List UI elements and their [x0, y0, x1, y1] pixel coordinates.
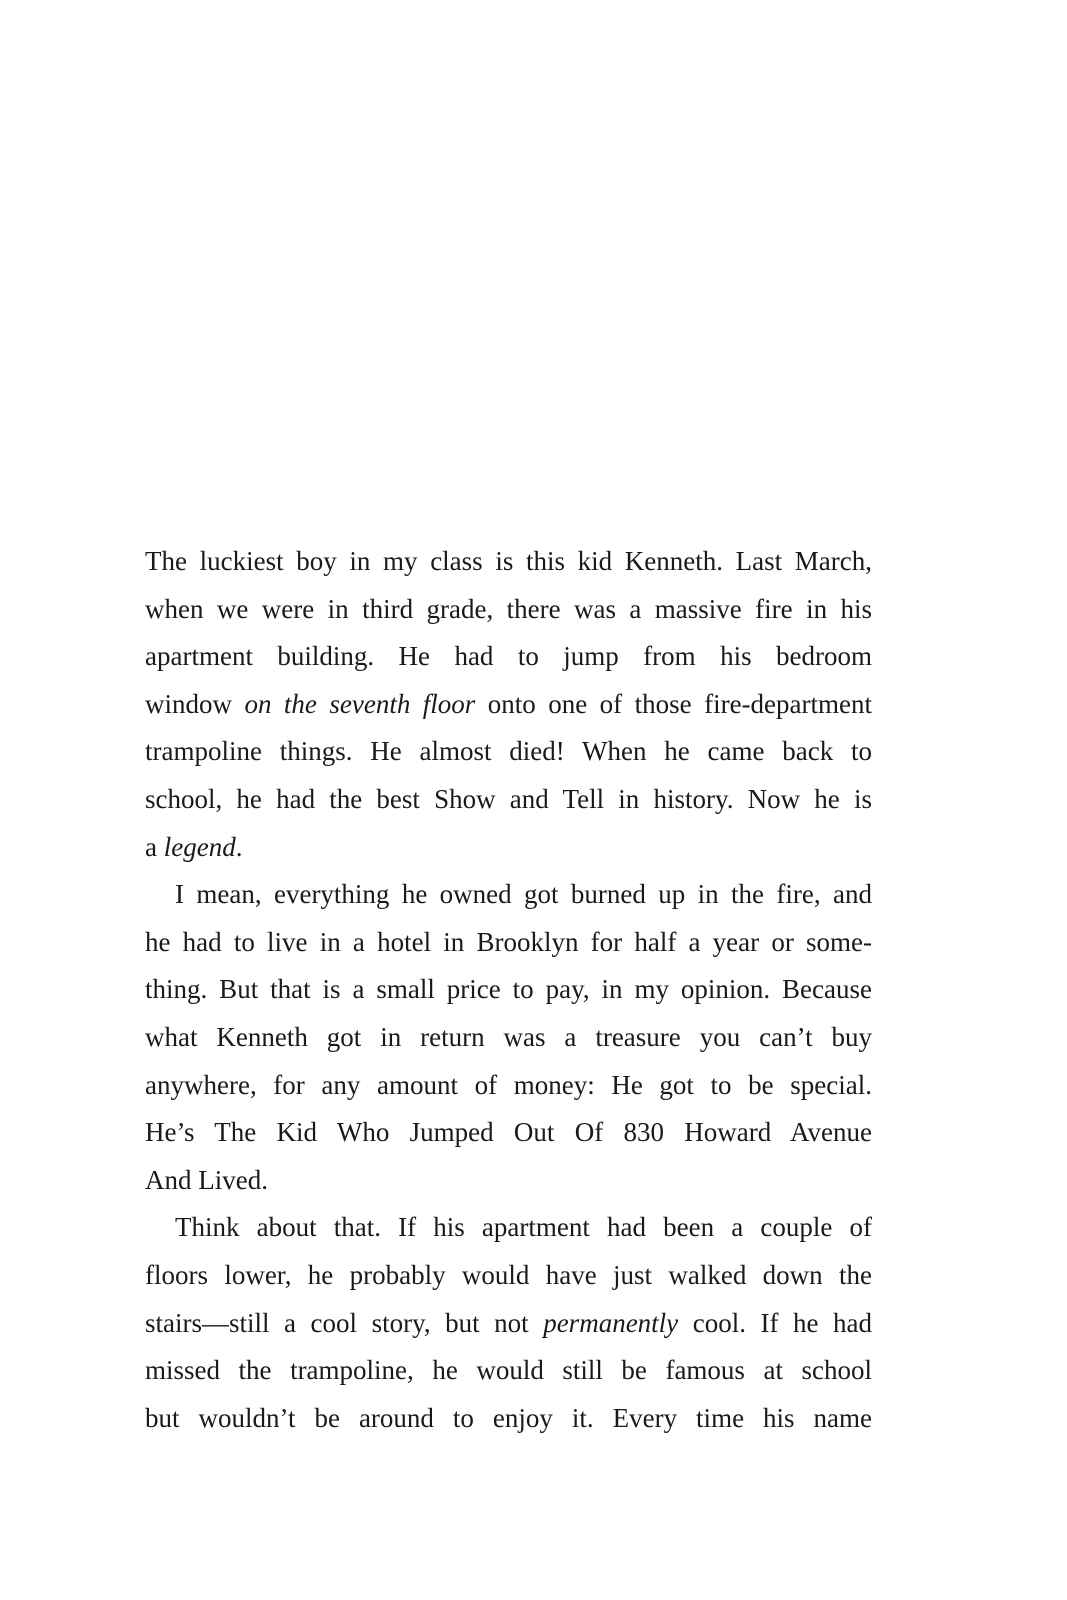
- text-line: Think about that. If his apartment had been a couple of: [175, 1212, 872, 1243]
- text-line: [145, 824, 872, 872]
- body-text: [145, 538, 872, 1442]
- text-run: cool. If he had: [678, 1307, 872, 1338]
- text-run: .: [235, 831, 243, 862]
- text-line: He’s The Kid Who Jumped Out Of 830 Howard Avenue: [145, 1117, 872, 1148]
- paragraph-3: [145, 1204, 872, 1442]
- paragraph-1: [145, 538, 872, 871]
- text-line: The luckiest boy in my class is this kid Kenneth. Last March,: [145, 546, 872, 576]
- text-line: thing. But that is a small price to pay, in my opinion. Because: [145, 974, 872, 1005]
- text-line: I mean, everything he owned got burned up in the fire, and: [175, 879, 872, 910]
- paragraph-2: [145, 871, 872, 1204]
- text-line: anywhere, for any amount of money: He got to be special.: [145, 1069, 872, 1100]
- text-line: [145, 1300, 872, 1348]
- text-line: trampoline things. He almost died! When he came back to: [145, 736, 872, 767]
- text-run: a: [145, 831, 164, 862]
- text-line: floors lower, he probably would have just walked down the: [145, 1259, 872, 1290]
- text-line: what Kenneth got in return was a treasure you can’t buy: [145, 1021, 872, 1052]
- text-run: onto one of those fire-department: [475, 688, 872, 719]
- text-line: apartment building. He had to jump from his bedroom: [145, 641, 872, 672]
- text-run: window: [145, 688, 245, 719]
- italic-text: on the seventh floor: [244, 688, 476, 719]
- text-run: stairs—still a cool story, but not: [145, 1307, 544, 1338]
- italic-text: legend: [163, 831, 236, 862]
- text-line: missed the trampoline, he would still be famous at school: [145, 1355, 872, 1386]
- text-line: And Lived.: [145, 1164, 268, 1195]
- text-line: school, he had the best Show and Tell in history. Now he is: [145, 783, 872, 814]
- text-line: when we were in third grade, there was a massive fire in his: [145, 593, 872, 624]
- text-line: but wouldn’t be around to enjoy it. Every time his name: [145, 1402, 872, 1433]
- italic-text: permanently: [543, 1307, 679, 1338]
- text-line: [145, 681, 872, 729]
- text-line: he had to live in a hotel in Brooklyn for half a year or some-: [145, 926, 872, 957]
